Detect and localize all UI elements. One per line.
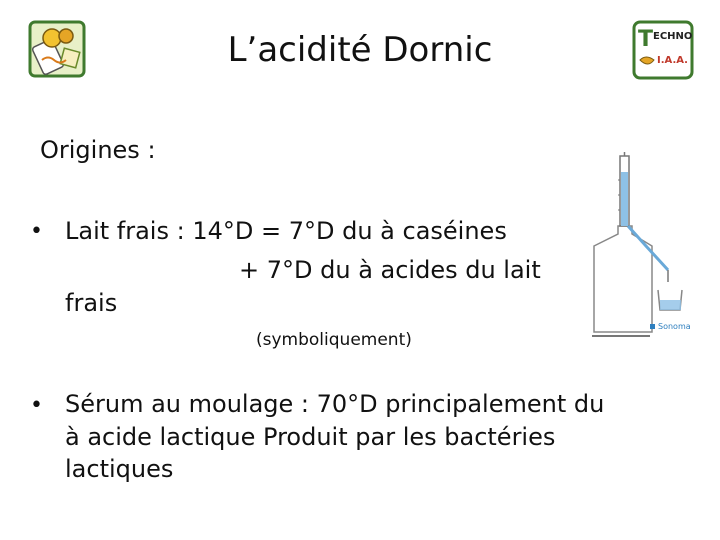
apparatus-caption: Sonoma [658, 322, 691, 331]
bullet-2-line-1: Sérum au moulage : 70°D principalement du [65, 390, 605, 418]
bullet-2-line-3: lactiques [65, 455, 174, 483]
logo-letter-t: T [638, 27, 654, 52]
logo-text-echno: ECHNO [653, 31, 693, 42]
bullet-1-line-2: + 7°D du à acides du lait [239, 256, 541, 284]
techno-iaa-logo [632, 20, 694, 80]
bullet-marker-1: • [30, 219, 43, 244]
titration-apparatus-illustration [580, 150, 705, 340]
logo-text-iaa: I.A.A. [657, 55, 688, 66]
section-heading: Origines : [40, 136, 156, 164]
bullet-2-line-2: à acide lactique Produit par les bactéries [65, 423, 556, 451]
bullet-1-line-3: frais [65, 289, 118, 317]
bullet-marker-2: • [30, 393, 43, 418]
bullet-1-line-1: Lait frais : 14°D = 7°D du à caséines [65, 217, 507, 245]
bullet-1-note: (symboliquement) [256, 330, 412, 350]
slide-title: L’acidité Dornic [227, 30, 493, 70]
